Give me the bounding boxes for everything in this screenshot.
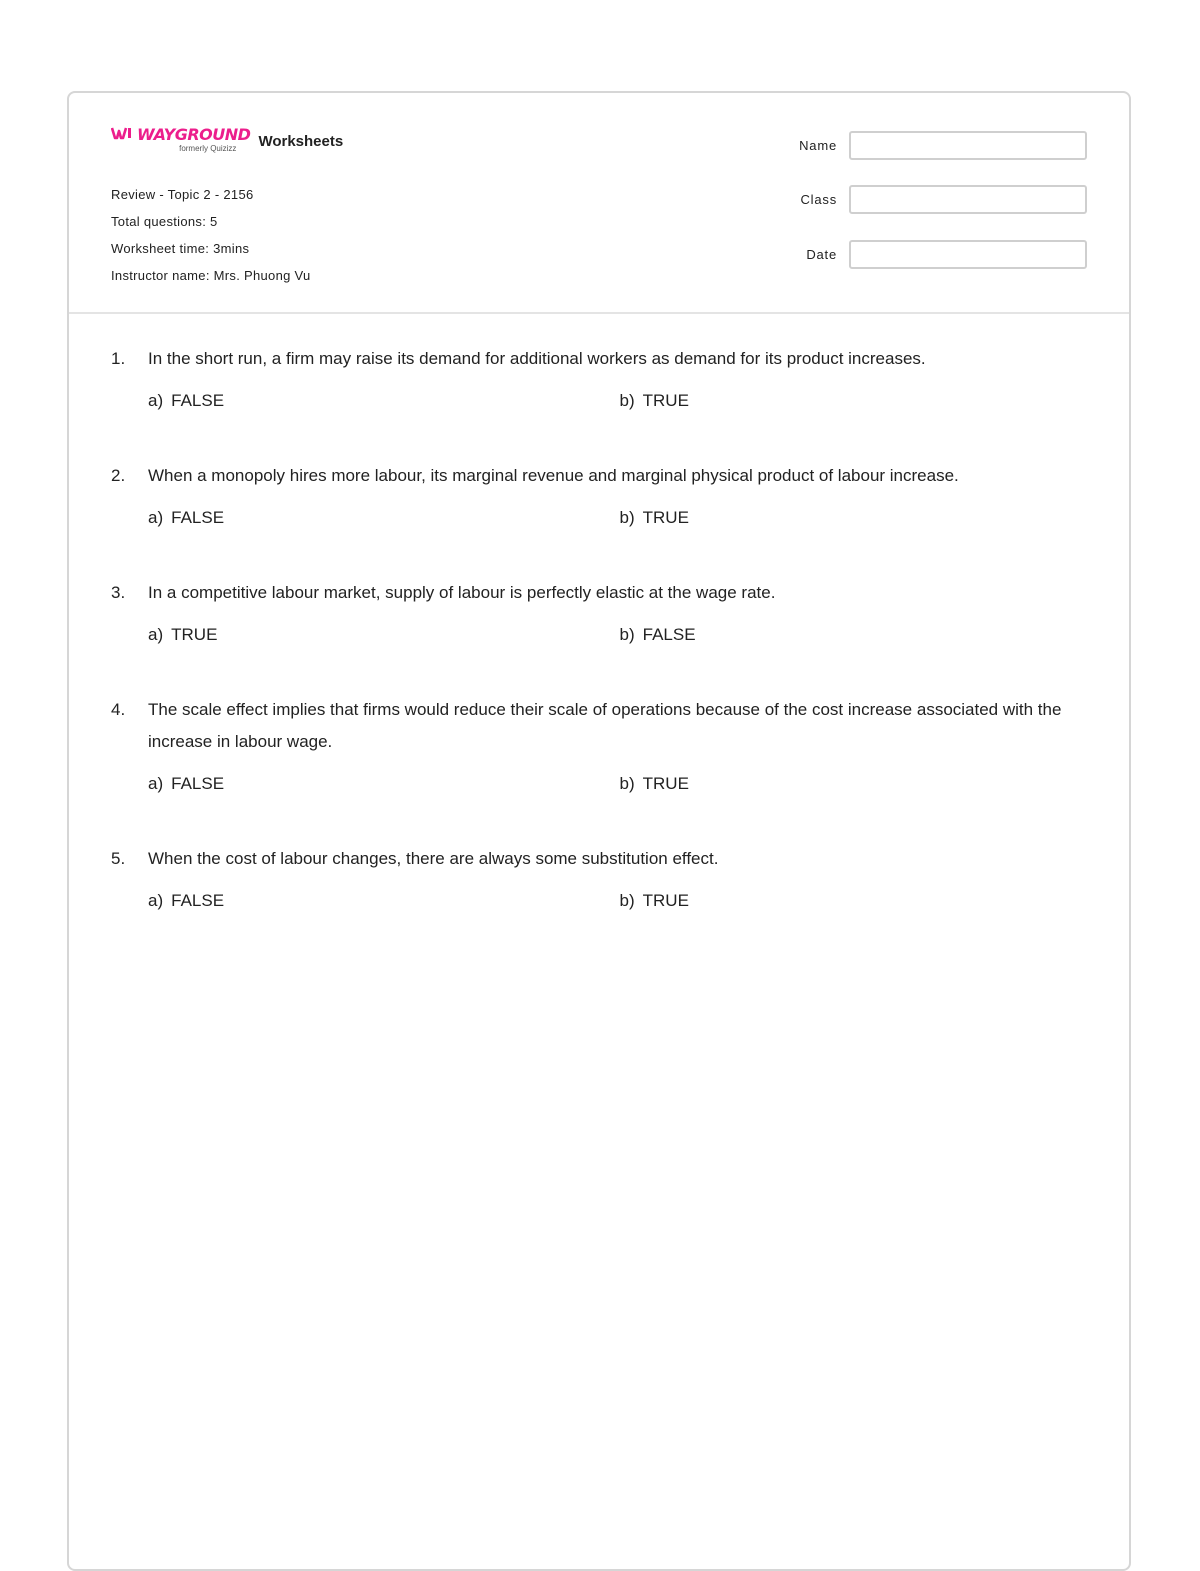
answer-options xyxy=(148,619,1091,651)
option-text: FALSE xyxy=(171,891,225,910)
instructor-name: Instructor name: Mrs. Phuong Vu xyxy=(111,268,311,283)
option-text: FALSE xyxy=(171,774,225,793)
question-list xyxy=(111,343,1091,917)
worksheet-title: Review - Topic 2 - 2156 xyxy=(111,187,254,202)
option-a[interactable]: a) FALSE xyxy=(148,774,225,793)
question-number: 4. xyxy=(111,700,126,719)
worksheet-page xyxy=(67,91,1131,1571)
option-b[interactable]: b) FALSE xyxy=(619,625,696,644)
name-field-row xyxy=(777,131,1087,160)
question-1 xyxy=(111,343,1091,417)
answer-options xyxy=(148,385,1091,417)
question-text: In a competitive labour market, supply of labour is perfectly elastic at the wage rate. xyxy=(148,583,776,602)
question-text: The scale effect implies that firms would reduce their scale of operations because of the cost increase associated with the increase in labour wage. xyxy=(148,700,1062,751)
option-b[interactable]: b) TRUE xyxy=(619,891,689,910)
answer-options xyxy=(148,885,1091,917)
name-field[interactable] xyxy=(849,131,1087,160)
date-label: Date xyxy=(806,247,837,262)
question-number: 2. xyxy=(111,466,126,485)
product-label: Worksheets xyxy=(258,133,344,150)
brand-name: WAYGROUND xyxy=(137,125,251,144)
question-3 xyxy=(111,577,1091,651)
option-b[interactable]: b) TRUE xyxy=(619,774,689,793)
brand-logo xyxy=(111,126,250,154)
wayground-logo-icon xyxy=(111,126,133,144)
question-number: 5. xyxy=(111,849,126,868)
name-label: Name xyxy=(799,138,837,153)
question-5 xyxy=(111,843,1091,917)
class-field-row xyxy=(777,185,1087,214)
option-text: TRUE xyxy=(642,508,689,527)
worksheet-time: Worksheet time: 3mins xyxy=(111,241,250,256)
option-text: TRUE xyxy=(642,774,689,793)
total-questions: Total questions: 5 xyxy=(111,214,218,229)
worksheet-meta xyxy=(111,181,311,289)
question-text: When a monopoly hires more labour, its marginal revenue and marginal physical product of labour increase. xyxy=(148,466,959,485)
option-b[interactable]: b) TRUE xyxy=(619,508,689,527)
answer-options xyxy=(148,768,1091,800)
question-text: When the cost of labour changes, there are always some substitution effect. xyxy=(148,849,719,868)
question-number: 3. xyxy=(111,583,126,602)
logo xyxy=(111,126,343,154)
answer-options xyxy=(148,502,1091,534)
option-text: FALSE xyxy=(171,508,225,527)
option-a[interactable]: a) FALSE xyxy=(148,391,225,410)
option-text: TRUE xyxy=(642,391,689,410)
question-text: In the short run, a firm may raise its demand for additional workers as demand for its product increases. xyxy=(148,349,926,368)
question-2 xyxy=(111,460,1091,534)
option-text: TRUE xyxy=(642,891,689,910)
option-text: FALSE xyxy=(642,625,696,644)
option-a[interactable]: a) TRUE xyxy=(148,625,218,644)
option-text: FALSE xyxy=(171,391,225,410)
option-text: TRUE xyxy=(171,625,218,644)
worksheet-header xyxy=(69,93,1129,314)
option-a[interactable]: a) FALSE xyxy=(148,508,225,527)
option-a[interactable]: a) FALSE xyxy=(148,891,225,910)
question-number: 1. xyxy=(111,349,126,368)
date-field-row xyxy=(777,240,1087,269)
date-field[interactable] xyxy=(849,240,1087,269)
class-field[interactable] xyxy=(849,185,1087,214)
class-label: Class xyxy=(800,192,837,207)
option-b[interactable]: b) TRUE xyxy=(619,391,689,410)
brand-subtitle: formerly Quizizz xyxy=(179,144,237,153)
question-4 xyxy=(111,694,1091,800)
